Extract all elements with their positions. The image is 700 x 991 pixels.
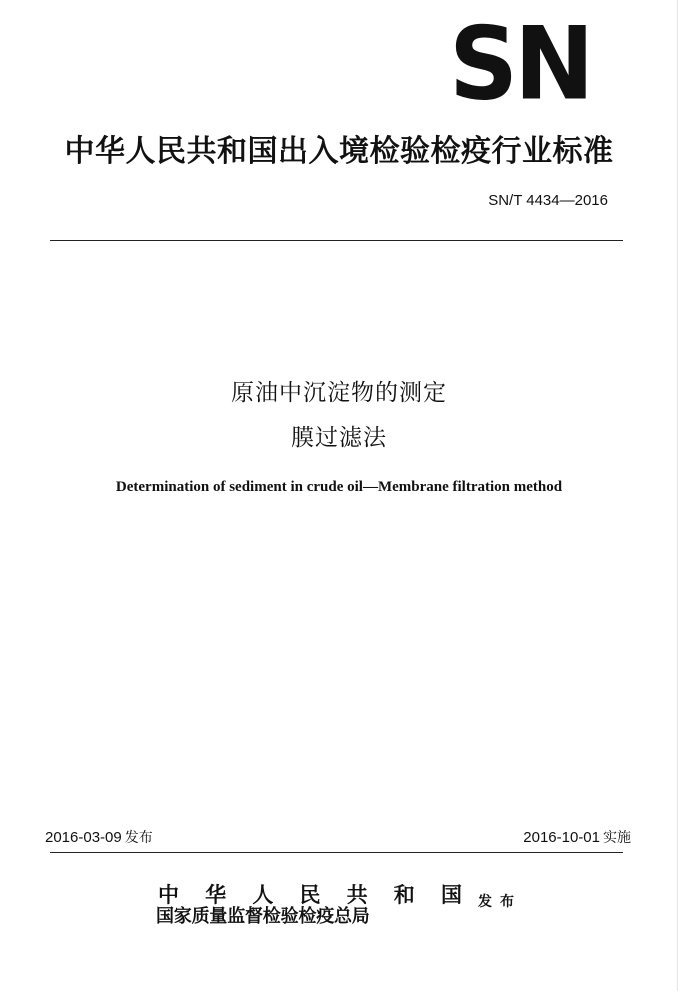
issue-date	[45, 827, 153, 847]
implementation-date	[523, 827, 631, 847]
issue-date-label: 发布	[124, 830, 153, 846]
issuer-country-char: 和	[393, 883, 415, 907]
issue-date-value: 2016-03-09	[45, 829, 122, 846]
standard-number: SN/T 4434—2016	[488, 192, 608, 209]
document-title-en: Determination of sediment in crude oil—Membrane filtration method	[115, 479, 563, 495]
issuer-country-char: 共	[346, 883, 368, 907]
issuer-agency: 国家质量监督检验检疫总局	[156, 906, 370, 927]
implementation-date-value: 2016-10-01	[523, 829, 600, 846]
sn-logo: SN	[449, 5, 591, 123]
release-label: 发布	[478, 894, 522, 910]
top-divider	[50, 240, 623, 241]
issuer-country-char: 华	[205, 883, 227, 907]
page-edge	[677, 0, 700, 991]
industry-standard-title: 中华人民共和国出入境检验检疫行业标准	[64, 134, 614, 169]
issuer-country-char: 中	[158, 883, 179, 907]
implementation-date-label: 实施	[603, 830, 631, 846]
issuer-country-char: 人	[252, 883, 274, 907]
document-title-zh-line1: 原油中沉淀物的测定	[231, 380, 447, 406]
bottom-divider	[50, 852, 623, 853]
document-title-zh-line2: 膜过滤法	[291, 425, 387, 451]
issuer-country-char: 国	[440, 883, 462, 907]
issuer-country-char: 民	[299, 883, 321, 907]
